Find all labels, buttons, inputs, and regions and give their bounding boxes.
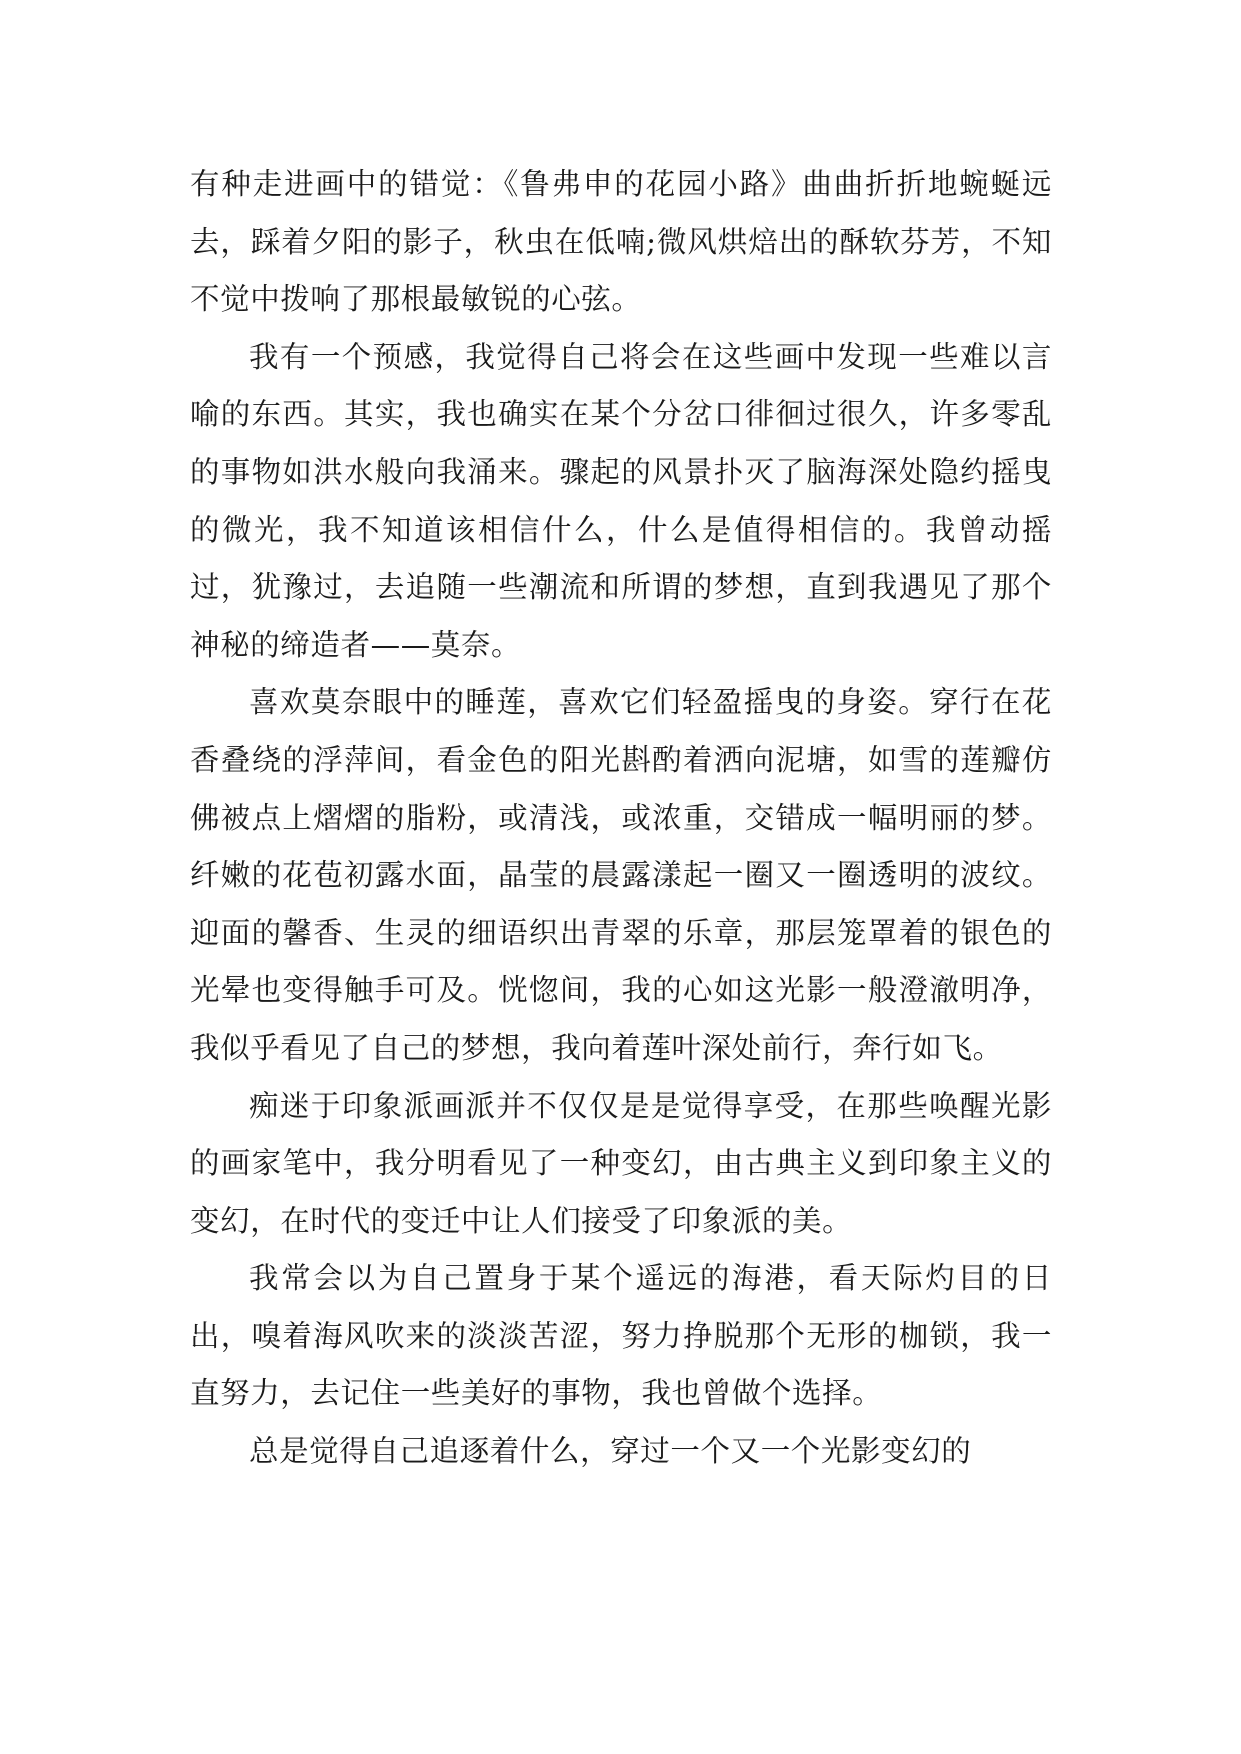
document-body [190, 156, 1052, 1481]
paragraph-4: 痴迷于印象派画派并不仅仅是是觉得享受，在那些唤醒光影的画家笔中，我分明看见了一种变幻，由古典主义到印象主义的变幻，在时代的变迁中让人们接受了印象派的美。 [190, 1088, 1052, 1238]
paragraph-2: 我有一个预感，我觉得自己将会在这些画中发现一些难以言喻的东西。其实，我也确实在某个分岔口徘徊过很久，许多零乱的事物如洪水般向我涌来。骤起的风景扑灭了脑海深处隐约摇曳的微光，我不知道该相信什么，什么是值得相信的。我曾动摇过，犹豫过，去追随一些潮流和所谓的梦想，直到我遇见了那个神秘的缔造者——莫奈。 [190, 339, 1052, 662]
paragraph-3: 喜欢莫奈眼中的睡莲，喜欢它们轻盈摇曳的身姿。穿行在花香叠绕的浮萍间，看金色的阳光斟酌着洒向泥塘，如雪的莲瓣仿佛被点上熠熠的脂粉，或清浅，或浓重，交错成一幅明丽的梦。纤嫩的花苞初露水面，晶莹的晨露漾起一圈又一圈透明的波纹。迎面的馨香、生灵的细语织出青翠的乐章，那层笼罩着的银色的光晕也变得触手可及。恍惚间，我的心如这光影一般澄澈明净，我似乎看见了自己的梦想，我向着莲叶深处前行，奔行如飞。 [190, 685, 1052, 1065]
paragraph-1: 有种走进画中的错觉：《鲁弗申的花园小路》曲曲折折地蜿蜒远去，踩着夕阳的影子，秋虫在低喃;微风烘焙出的酥软芬芳，不知不觉中拨响了那根最敏锐的心弦。 [190, 167, 1052, 317]
paragraph-5: 我常会以为自己置身于某个遥远的海港，看天际灼目的日出，嗅着海风吹来的淡淡苦涩，努力挣脱那个无形的枷锁，我一直努力，去记住一些美好的事物，我也曾做个选择。 [190, 1261, 1052, 1411]
paragraph-6: 总是觉得自己追逐着什么，穿过一个又一个光影变幻的 [249, 1434, 972, 1469]
